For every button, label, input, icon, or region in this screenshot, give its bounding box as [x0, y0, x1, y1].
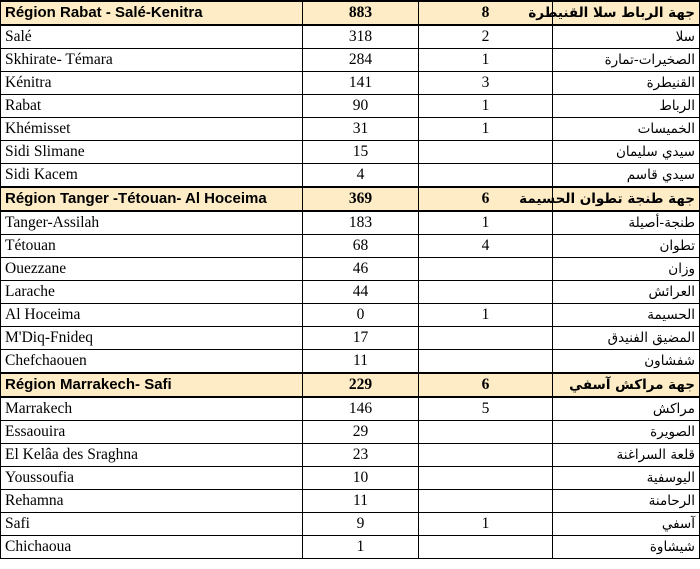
province-deaths: [419, 536, 553, 559]
province-name: Chichaoua: [1, 536, 303, 559]
province-cases: 183: [303, 211, 419, 235]
province-name-ar: الرحامنة: [553, 490, 700, 513]
province-name: Ouezzane: [1, 258, 303, 281]
province-name: Rabat: [1, 95, 303, 118]
province-name-ar: طنجة-أصيلة: [553, 211, 700, 235]
province-cases: 31: [303, 118, 419, 141]
region-name: Région Marrakech- Safi: [1, 373, 303, 397]
table-row: [1, 327, 700, 350]
province-name: El Kelâa des Sraghna: [1, 444, 303, 467]
region-name: Région Tanger -Tétouan- Al Hoceima: [1, 187, 303, 211]
province-name-ar: المضيق الفنيدق: [553, 327, 700, 350]
province-deaths: [419, 258, 553, 281]
province-cases: 11: [303, 490, 419, 513]
province-cases: 17: [303, 327, 419, 350]
table-row: [1, 72, 700, 95]
province-name-ar: آسفي: [553, 513, 700, 536]
province-name: Larache: [1, 281, 303, 304]
table-row: [1, 536, 700, 559]
province-name-ar: سلا: [553, 25, 700, 49]
province-cases: 0: [303, 304, 419, 327]
table-row: [1, 304, 700, 327]
province-deaths: 3: [419, 72, 553, 95]
province-deaths: 1: [419, 118, 553, 141]
province-name: Marrakech: [1, 397, 303, 421]
table-row: [1, 281, 700, 304]
table-row: [1, 141, 700, 164]
province-deaths: [419, 490, 553, 513]
province-cases: 46: [303, 258, 419, 281]
province-name-ar: العرائش: [553, 281, 700, 304]
province-name: Sidi Kacem: [1, 164, 303, 188]
province-name: Rehamna: [1, 490, 303, 513]
province-cases: 4: [303, 164, 419, 188]
province-name-ar: القنيطرة: [553, 72, 700, 95]
province-name-ar: سيدي سليمان: [553, 141, 700, 164]
province-deaths: [419, 327, 553, 350]
region-header-row: [1, 187, 700, 211]
table-row: [1, 49, 700, 72]
province-name-ar: الرباط: [553, 95, 700, 118]
table-body: [1, 1, 700, 559]
province-deaths: 1: [419, 95, 553, 118]
province-name-ar: شفشاون: [553, 350, 700, 374]
table-row: [1, 490, 700, 513]
table-row: [1, 421, 700, 444]
region-header-row: [1, 373, 700, 397]
province-cases: 44: [303, 281, 419, 304]
province-name-ar: شيشاوة: [553, 536, 700, 559]
region-name: Région Rabat - Salé-Kenitra: [1, 1, 303, 25]
province-cases: 90: [303, 95, 419, 118]
province-cases: 284: [303, 49, 419, 72]
province-name-ar: الصويرة: [553, 421, 700, 444]
province-name: Al Hoceima: [1, 304, 303, 327]
province-deaths: 4: [419, 235, 553, 258]
region-cases: 229: [303, 373, 419, 397]
province-name: Safi: [1, 513, 303, 536]
table-row: [1, 235, 700, 258]
province-name-ar: الخميسات: [553, 118, 700, 141]
province-name: Chefchaouen: [1, 350, 303, 374]
table-row: [1, 467, 700, 490]
province-cases: 9: [303, 513, 419, 536]
region-deaths: 6: [419, 187, 553, 211]
region-deaths: 8: [419, 1, 553, 25]
province-cases: 29: [303, 421, 419, 444]
province-cases: 146: [303, 397, 419, 421]
table-row: [1, 350, 700, 374]
province-name: Salé: [1, 25, 303, 49]
province-cases: 318: [303, 25, 419, 49]
province-name: Tanger-Assilah: [1, 211, 303, 235]
table-row: [1, 118, 700, 141]
province-name-ar: الحسيمة: [553, 304, 700, 327]
province-name-ar: سيدي قاسم: [553, 164, 700, 188]
province-name: Essaouira: [1, 421, 303, 444]
province-cases: 141: [303, 72, 419, 95]
province-deaths: [419, 281, 553, 304]
table-row: [1, 25, 700, 49]
table-row: [1, 513, 700, 536]
table-row: [1, 95, 700, 118]
province-deaths: [419, 467, 553, 490]
province-deaths: 1: [419, 211, 553, 235]
province-name: Skhirate- Témara: [1, 49, 303, 72]
province-cases: 15: [303, 141, 419, 164]
province-name: Kénitra: [1, 72, 303, 95]
region-name-ar: جهة مراكش آسفي: [553, 373, 700, 397]
province-deaths: [419, 421, 553, 444]
region-deaths: 6: [419, 373, 553, 397]
region-cases: 369: [303, 187, 419, 211]
province-deaths: 1: [419, 513, 553, 536]
table-row: [1, 444, 700, 467]
table-row: [1, 164, 700, 188]
province-name-ar: قلعة السراغنة: [553, 444, 700, 467]
region-name-ar: جهة الرباط سلا القنيطرة: [553, 1, 700, 25]
province-deaths: 2: [419, 25, 553, 49]
province-name-ar: وزان: [553, 258, 700, 281]
province-deaths: [419, 141, 553, 164]
table-row: [1, 397, 700, 421]
province-cases: 1: [303, 536, 419, 559]
province-name-ar: اليوسفية: [553, 467, 700, 490]
province-name-ar: مراكش: [553, 397, 700, 421]
table-row: [1, 211, 700, 235]
province-cases: 68: [303, 235, 419, 258]
province-deaths: 5: [419, 397, 553, 421]
province-name-ar: تطوان: [553, 235, 700, 258]
province-cases: 11: [303, 350, 419, 374]
region-cases: 883: [303, 1, 419, 25]
province-name: Youssoufia: [1, 467, 303, 490]
province-name: M'Diq-Fnideq: [1, 327, 303, 350]
province-name: Tétouan: [1, 235, 303, 258]
province-name: Khémisset: [1, 118, 303, 141]
province-name: Sidi Slimane: [1, 141, 303, 164]
province-deaths: 1: [419, 49, 553, 72]
region-name-ar: جهة طنجة تطوان الحسيمة: [553, 187, 700, 211]
province-cases: 10: [303, 467, 419, 490]
table-row: [1, 258, 700, 281]
province-cases: 23: [303, 444, 419, 467]
region-header-row: [1, 1, 700, 25]
province-deaths: [419, 444, 553, 467]
province-deaths: [419, 164, 553, 188]
province-deaths: 1: [419, 304, 553, 327]
province-name-ar: الصخيرات-تمارة: [553, 49, 700, 72]
province-deaths: [419, 350, 553, 374]
